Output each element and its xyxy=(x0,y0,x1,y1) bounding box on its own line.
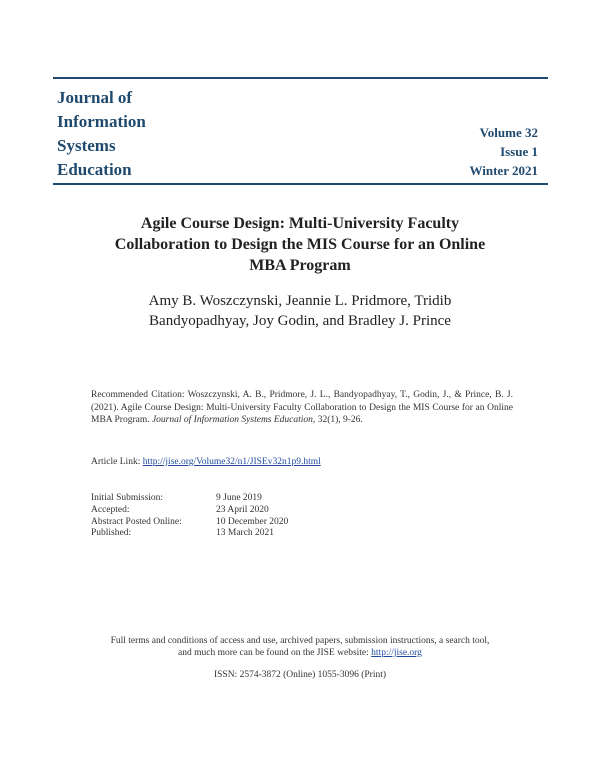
volume-label: Volume 32 xyxy=(479,125,538,140)
jise-website-link[interactable]: http://jise.org xyxy=(371,648,422,658)
article-authors xyxy=(60,291,540,331)
header-bottom-rule xyxy=(53,183,548,185)
date-row-published xyxy=(91,528,288,540)
season-label: Winter 2021 xyxy=(469,163,538,178)
citation-journal: Journal of Information Systems Education, xyxy=(151,415,316,425)
title-line: MBA Program xyxy=(249,257,351,274)
article-link-row xyxy=(91,457,321,467)
article-link-label: Article Link: xyxy=(91,457,143,467)
date-value: 13 March 2021 xyxy=(216,528,275,539)
title-line: Agile Course Design: Multi-University Faculty xyxy=(140,215,460,232)
journal-name-line: Systems xyxy=(57,136,116,155)
issue-info xyxy=(470,123,539,180)
header-top-rule xyxy=(53,77,548,79)
article-title xyxy=(60,213,540,276)
footer-website-prefix: and much more can be found on the JISE website: xyxy=(178,648,372,658)
journal-name-line: Information xyxy=(57,112,146,131)
date-row-accepted xyxy=(91,505,288,517)
issn-line: ISSN: 2574-3872 (Online) 1055-3096 (Print) xyxy=(213,670,387,680)
date-value: 9 June 2019 xyxy=(216,493,262,503)
citation-volume-pages: 32(1), 9-26. xyxy=(315,415,363,425)
journal-name-line: Education xyxy=(57,160,132,179)
issue-label: Issue 1 xyxy=(500,144,538,159)
author-line: Bandyopadhyay, Joy Godin, and Bradley J. Prince xyxy=(149,313,451,329)
date-label: Initial Submission: xyxy=(91,493,164,503)
date-label: Accepted: xyxy=(91,504,130,515)
date-row-abstract-posted xyxy=(91,517,288,529)
recommended-citation xyxy=(91,389,513,427)
publication-dates xyxy=(91,493,288,540)
citation-text: Recommended Citation: Woszczynski, A. B., Pridmore, J. L., Bandyopadhyay, T., Godin, J., & Prince, B. J. (2021). Agile Course Design: Multi-University Faculty Collaboration to Design the MIS Course for an Online MBA Program. xyxy=(91,390,513,425)
date-row-initial-submission xyxy=(91,493,288,505)
journal-name-line: Journal of xyxy=(57,88,133,107)
author-line: Amy B. Woszczynski, Jeannie L. Pridmore, Tridib xyxy=(148,293,452,309)
footer-line: Full terms and conditions of access and use, archived papers, submission instructions, a search tool, xyxy=(110,636,490,646)
footer-line xyxy=(60,647,540,659)
date-value: 10 December 2020 xyxy=(216,516,289,527)
footer-terms xyxy=(60,635,540,659)
date-label: Published: xyxy=(91,528,132,539)
title-line: Collaboration to Design the MIS Course for an Online xyxy=(114,236,486,253)
date-label: Abstract Posted Online: xyxy=(91,516,182,527)
journal-name xyxy=(57,86,257,182)
article-link[interactable]: http://jise.org/Volume32/n1/JISEv32n1p9.html xyxy=(142,457,321,467)
date-value: 23 April 2020 xyxy=(216,504,269,515)
